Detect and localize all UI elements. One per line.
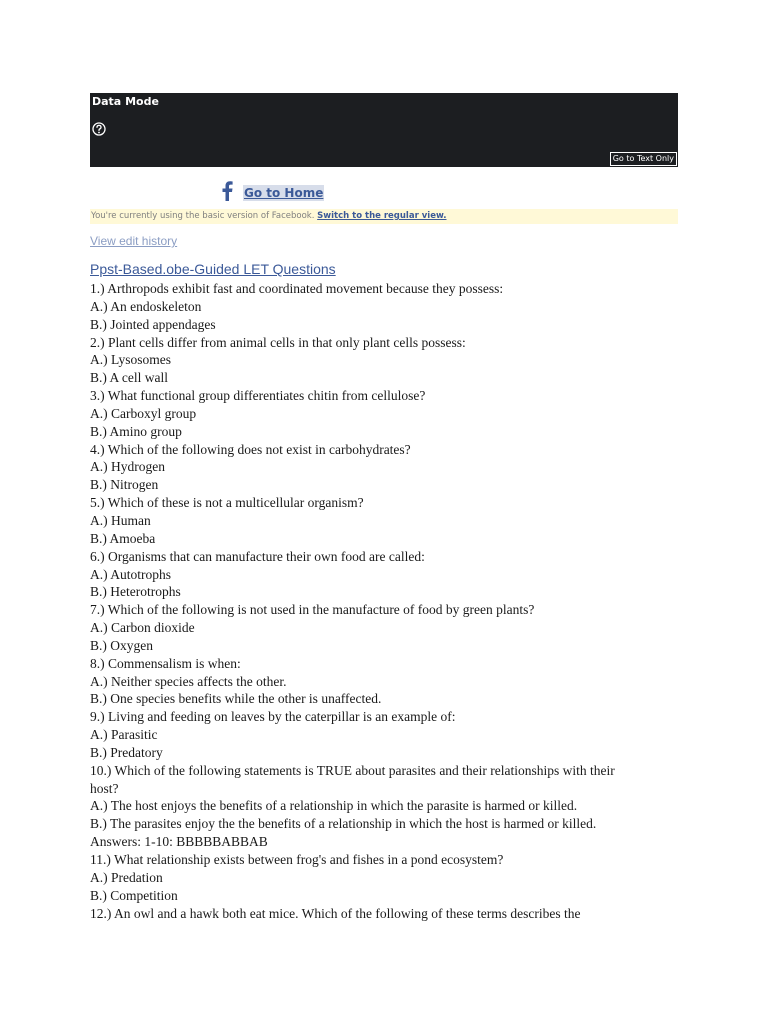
document-line: B.) Oxygen [90, 637, 153, 653]
document-line: A.) The host enjoys the benefits of a relationship in which the parasite is harmed or killed. [90, 798, 578, 814]
document-line: B.) Competition [90, 887, 178, 903]
document-line: A.) Neither species affects the other. [90, 673, 287, 689]
go-home-link[interactable]: Go to Home [244, 186, 324, 200]
document-title[interactable]: Ppst-Based.obe-Guided LET Questions [90, 261, 336, 277]
document-line: 8.) Commensalism is when: [90, 655, 241, 671]
document-line: host? [90, 780, 119, 796]
document-line: B.) Nitrogen [90, 477, 159, 493]
document-line: A.) Carboxyl group [90, 405, 197, 421]
document-line: A.) Predation [90, 869, 163, 885]
document-line: 12.) An owl and a hawk both eat mice. Which of the following of these terms describes the [90, 905, 581, 921]
document-line: 2.) Plant cells differ from animal cells in that only plant cells possess: [90, 334, 466, 350]
document-line: 10.) Which of the following statements is TRUE about parasites and their relationships with their [90, 762, 615, 778]
document-line: 9.) Living and feeding on leaves by the caterpillar is an example of: [90, 709, 456, 725]
document-line: A.) An endoskeleton [90, 298, 202, 314]
document-line: B.) Heterotrophs [90, 584, 181, 600]
document-line: 11.) What relationship exists between frog's and fishes in a pond ecosystem? [90, 852, 504, 867]
view-edit-history-link[interactable]: View edit history [90, 234, 178, 248]
document-line: Answers: 1-10: BBBBBABBAB [90, 834, 268, 850]
document-line: B.) Amoeba [90, 530, 156, 546]
document-line: 5.) Which of these is not a multicellular organism? [90, 495, 364, 511]
notice-text: You're currently using the basic version of Facebook. [91, 211, 315, 221]
document-line: A.) Hydrogen [90, 459, 165, 475]
switch-regular-view-link[interactable]: Switch to the regular view. [317, 211, 447, 221]
document-line: 3.) What functional group differentiates chitin from cellulose? [90, 388, 426, 404]
document-line: B.) Predatory [90, 744, 163, 760]
document-line: B.) Jointed appendages [90, 316, 216, 332]
data-mode-title: Data Mode [92, 95, 159, 108]
document-line: A.) Lysosomes [90, 352, 171, 368]
document-line: 6.) Organisms that can manufacture their own food are called: [90, 548, 425, 564]
document-line: A.) Carbon dioxide [90, 620, 195, 636]
document-line: A.) Human [90, 512, 151, 528]
text-only-button[interactable]: Go to Text Only [610, 152, 677, 166]
help-icon[interactable] [92, 122, 106, 136]
document-line: 4.) Which of the following does not exist in carbohydrates? [90, 441, 411, 457]
document-line: B.) The parasites enjoy the the benefits of a relationship in which the host is harmed or killed. [90, 816, 597, 832]
document-line: 1.) Arthropods exhibit fast and coordinated movement because they possess: [90, 281, 504, 296]
document-line: A.) Parasitic [90, 727, 158, 743]
facebook-f-icon[interactable] [221, 181, 233, 201]
top-bar [90, 93, 678, 167]
basic-version-notice [90, 209, 678, 224]
document-line: B.) One species benefits while the other is unaffected. [90, 691, 382, 707]
document-line: B.) A cell wall [90, 370, 168, 386]
document-body [90, 280, 690, 922]
document-line: A.) Autotrophs [90, 566, 171, 582]
document-line: 7.) Which of the following is not used in the manufacture of food by green plants? [90, 602, 535, 618]
document-line: B.) Amino group [90, 423, 182, 439]
